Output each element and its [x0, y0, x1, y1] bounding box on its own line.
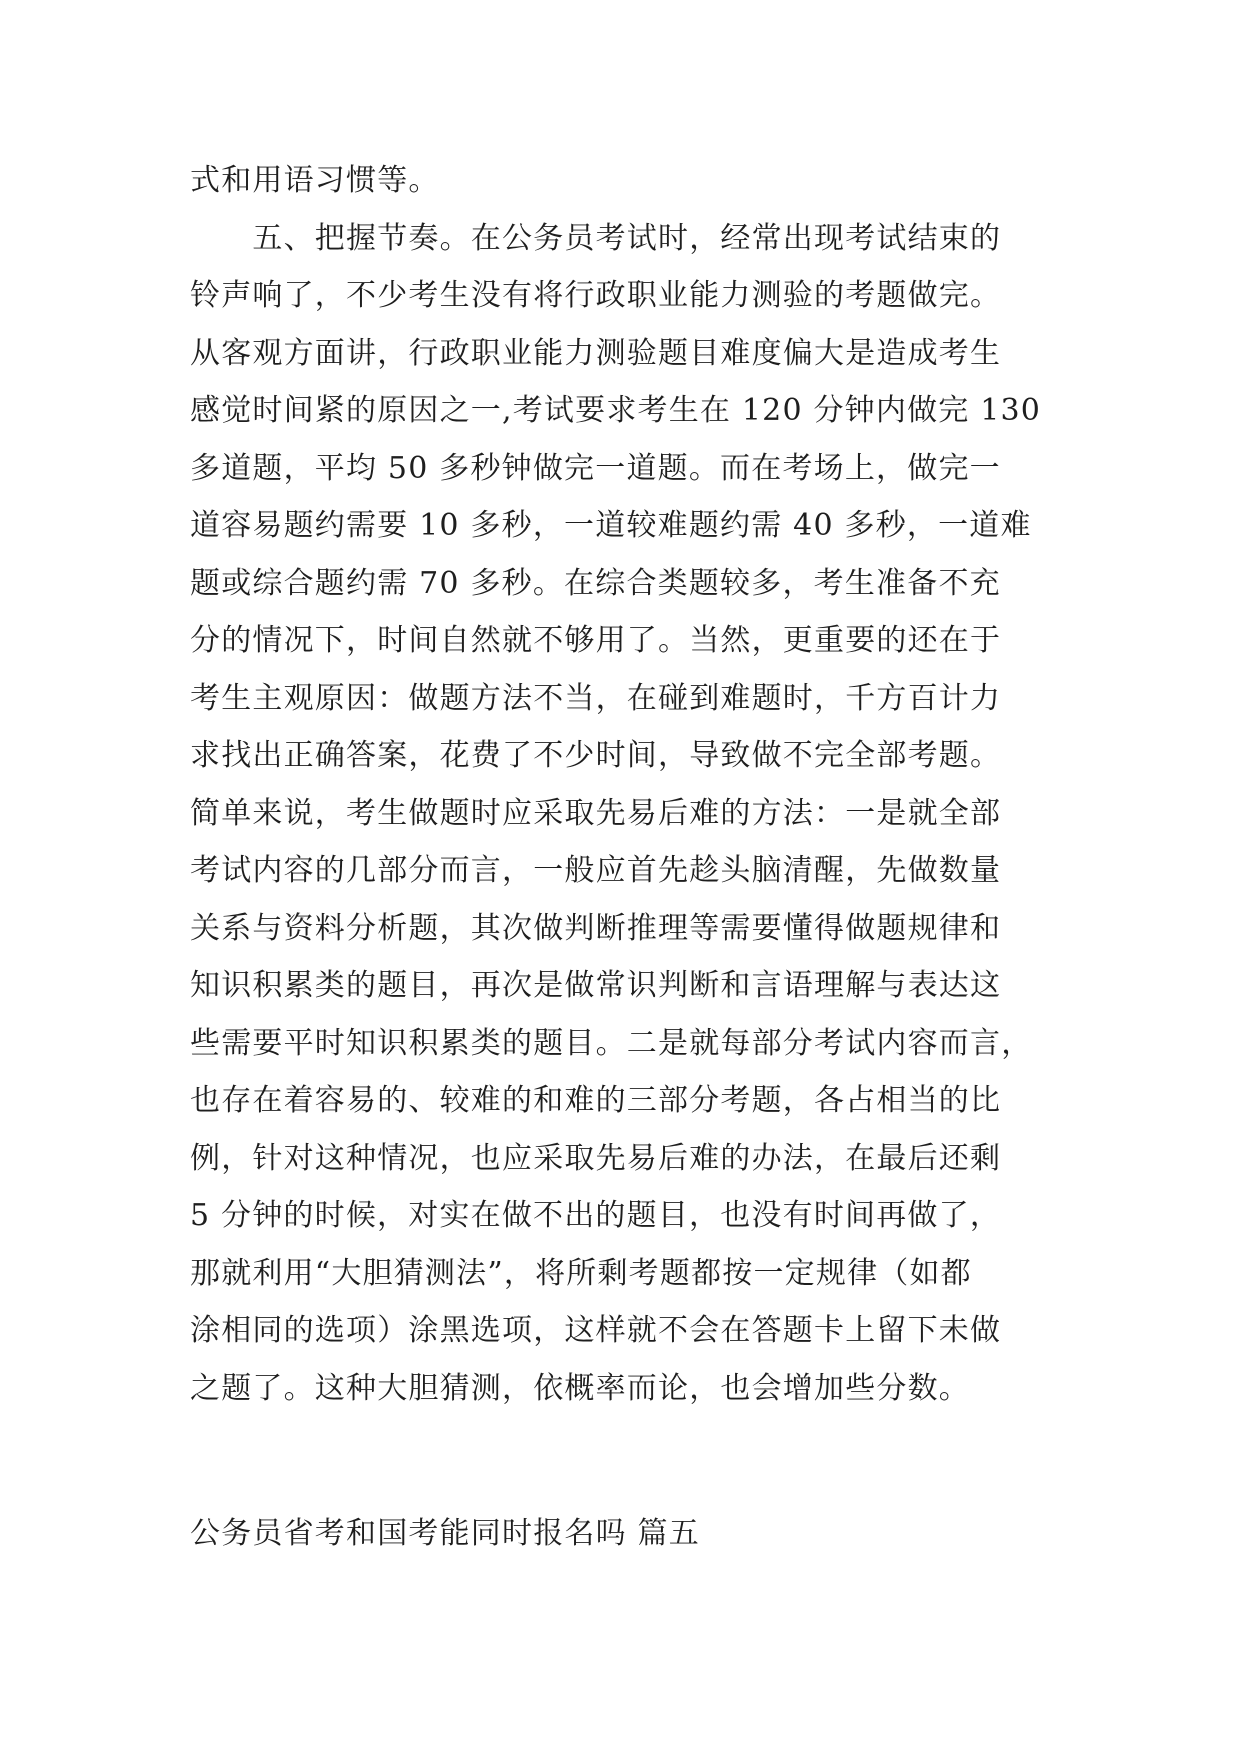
text-line: 简单来说，考生做题时应采取先易后难的方法：一是就全部 — [190, 795, 1002, 831]
text-line: 考生主观原因：做题方法不当，在碰到难题时，千方百计力 — [190, 680, 1002, 716]
text-line: 5 分钟的时候，对实在做不出的题目，也没有时间再做了， — [190, 1198, 1002, 1233]
text-line: 铃声响了，不少考生没有将行政职业能力测验的考题做完。 — [190, 278, 1002, 313]
text-line: 知识积累类的题目，再次是做常识判断和言语理解与表达这 — [190, 968, 1002, 1003]
text-line: 考试内容的几部分而言，一般应首先趁头脑清醒，先做数量 — [190, 853, 1002, 888]
text-line: 也存在着容易的、较难的和难的三部分考题，各占相当的比 — [190, 1083, 1002, 1118]
text-line: 式和用语习惯等。 — [190, 163, 440, 198]
text-line: 关系与资料分析题，其次做判断推理等需要懂得做题规律和 — [190, 910, 1002, 946]
text-line: 从客观方面讲，行政职业能力测验题目难度偏大是造成考生 — [190, 335, 1002, 371]
text-line: 涂相同的选项）涂黑选项，这样就不会在答题卡上留下未做 — [190, 1313, 1002, 1348]
text-line: 题或综合题约需 70 多秒。在综合类题较多，考生准备不充 — [190, 565, 1001, 601]
text-line: 求找出正确答案，花费了不少时间，导致做不完全部考题。 — [190, 738, 1002, 773]
text-line: 多道题，平均 50 多秒钟做完一道题。而在考场上，做完一 — [190, 450, 1001, 486]
body-paragraphs — [190, 152, 1070, 1417]
text-line: 分的情况下，时间自然就不够用了。当然，更重要的还在于 — [190, 623, 1002, 658]
text-line: 五、把握节奏。在公务员考试时，经常出现考试结束的 — [190, 220, 1002, 256]
text-line: 感觉时间紧的原因之一,考试要求考生在 120 分钟内做完 130 — [190, 393, 1042, 428]
section-heading: 公务员省考和国考能同时报名吗 篇五 — [190, 1516, 700, 1551]
text-line: 之题了。这种大胆猜测，依概率而论，也会增加些分数。 — [190, 1370, 970, 1406]
text-line: 些需要平时知识积累类的题目。二是就每部分考试内容而言， — [190, 1025, 1033, 1061]
text-line: 那就利用“大胆猜测法”，将所剩考题都按一定规律（如都 — [190, 1255, 972, 1291]
text-line: 道容易题约需要 10 多秒，一道较难题约需 40 多秒，一道难 — [190, 508, 1032, 543]
text-line: 例，针对这种情况，也应采取先易后难的办法，在最后还剩 — [190, 1140, 1002, 1176]
